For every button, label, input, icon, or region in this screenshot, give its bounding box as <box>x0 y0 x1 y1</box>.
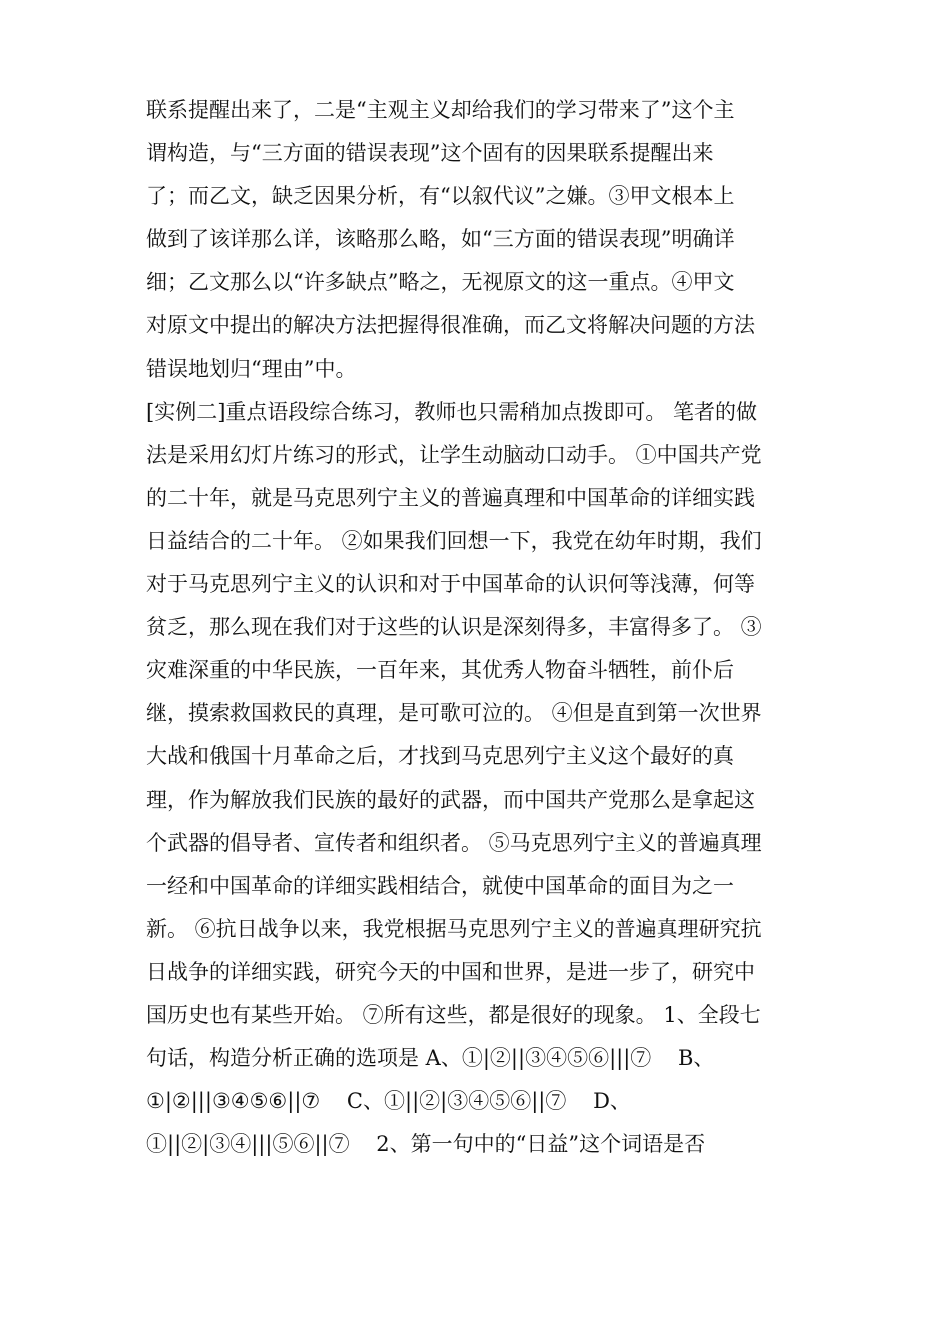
text-line-10: 的二十年，就是马克思列宁主义的普遍真理和中国革命的详细实践 <box>146 485 755 510</box>
text-line-12: 对于马克思列宁主义的认识和对于中国革命的认识何等浅薄，何等 <box>146 572 755 597</box>
text-line-1: 联系提醒出来了，二是“主观主义却给我们的学习带来了”这个主 <box>146 98 735 122</box>
text-line-11: 日益结合的二十年。 ②如果我们回想一下，我党在幼年时期，我们 <box>146 528 762 553</box>
text-line-25: ①||②|③④|||⑤⑥||⑦ 2、第一句中的“日益”这个词语是否 <box>146 1132 706 1157</box>
text-line-19: 一经和中国革命的详细实践相结合，就使中国革命的面目为之一 <box>146 873 734 898</box>
text-line-16: 大战和俄国十月革命之后，才找到马克思列宁主义这个最好的真 <box>146 744 734 769</box>
text-line-3: 了；而乙文，缺乏因果分析，有“以叙代议”之嫌。③甲文根本上 <box>146 184 735 209</box>
text-line-20: 新。 ⑥抗日战争以来，我党根据马克思列宁主义的普遍真理研究抗 <box>146 916 762 941</box>
text-line-9: 法是采用幻灯片练习的形式，让学生动脑动口动手。 ①中国共产党 <box>146 442 762 467</box>
text-line-5: 细；乙文那么以“许多缺点”略之，无视原文的这一重点。④甲文 <box>146 270 735 295</box>
text-line-23: 句话，构造分析正确的选项是 A、①|②||③④⑤⑥|||⑦ B、 <box>146 1046 715 1071</box>
text-line-14: 灾难深重的中华民族，一百年来，其优秀人物奋斗牺牲，前仆后 <box>146 658 734 683</box>
text-line-4: 做到了该详那么详，该略那么略，如“三方面的错误表现”明确详 <box>146 227 735 252</box>
text-line-24: ①|②|||③④⑤⑥||⑦ C、①||②|③④⑤⑥||⑦ D、 <box>146 1089 631 1114</box>
body-text <box>146 89 826 1166</box>
text-line-17: 理，作为解放我们民族的最好的武器，而中国共产党那么是拿起这 <box>146 787 755 812</box>
text-line-15: 继，摸索救国救民的真理，是可歌可泣的。 ④但是直到第一次世界 <box>146 701 762 726</box>
text-line-8: [实例二]重点语段综合练习，教师也只需稍加点拨即可。 笔者的做 <box>146 399 758 424</box>
text-line-2: 谓构造，与“三方面的错误表现”这个固有的因果联系提醒出来 <box>146 141 714 166</box>
text-line-22: 国历史也有某些开始。 ⑦所有这些，都是很好的现象。 1、全段七 <box>146 1002 761 1027</box>
text-line-13: 贫乏，那么现在我们对于这些的认识是深刻得多，丰富得多了。 ③ <box>146 615 762 640</box>
text-line-18: 个武器的倡导者、宣传者和组织者。 ⑤马克思列宁主义的普遍真理 <box>146 830 762 855</box>
text-line-7: 错误地划归“理由”中。 <box>146 356 357 381</box>
text-line-6: 对原文中提出的解决方法把握得很准确，而乙文将解决问题的方法 <box>146 313 755 338</box>
text-line-21: 日战争的详细实践，研究今天的中国和世界，是进一步了，研究中 <box>146 959 755 984</box>
